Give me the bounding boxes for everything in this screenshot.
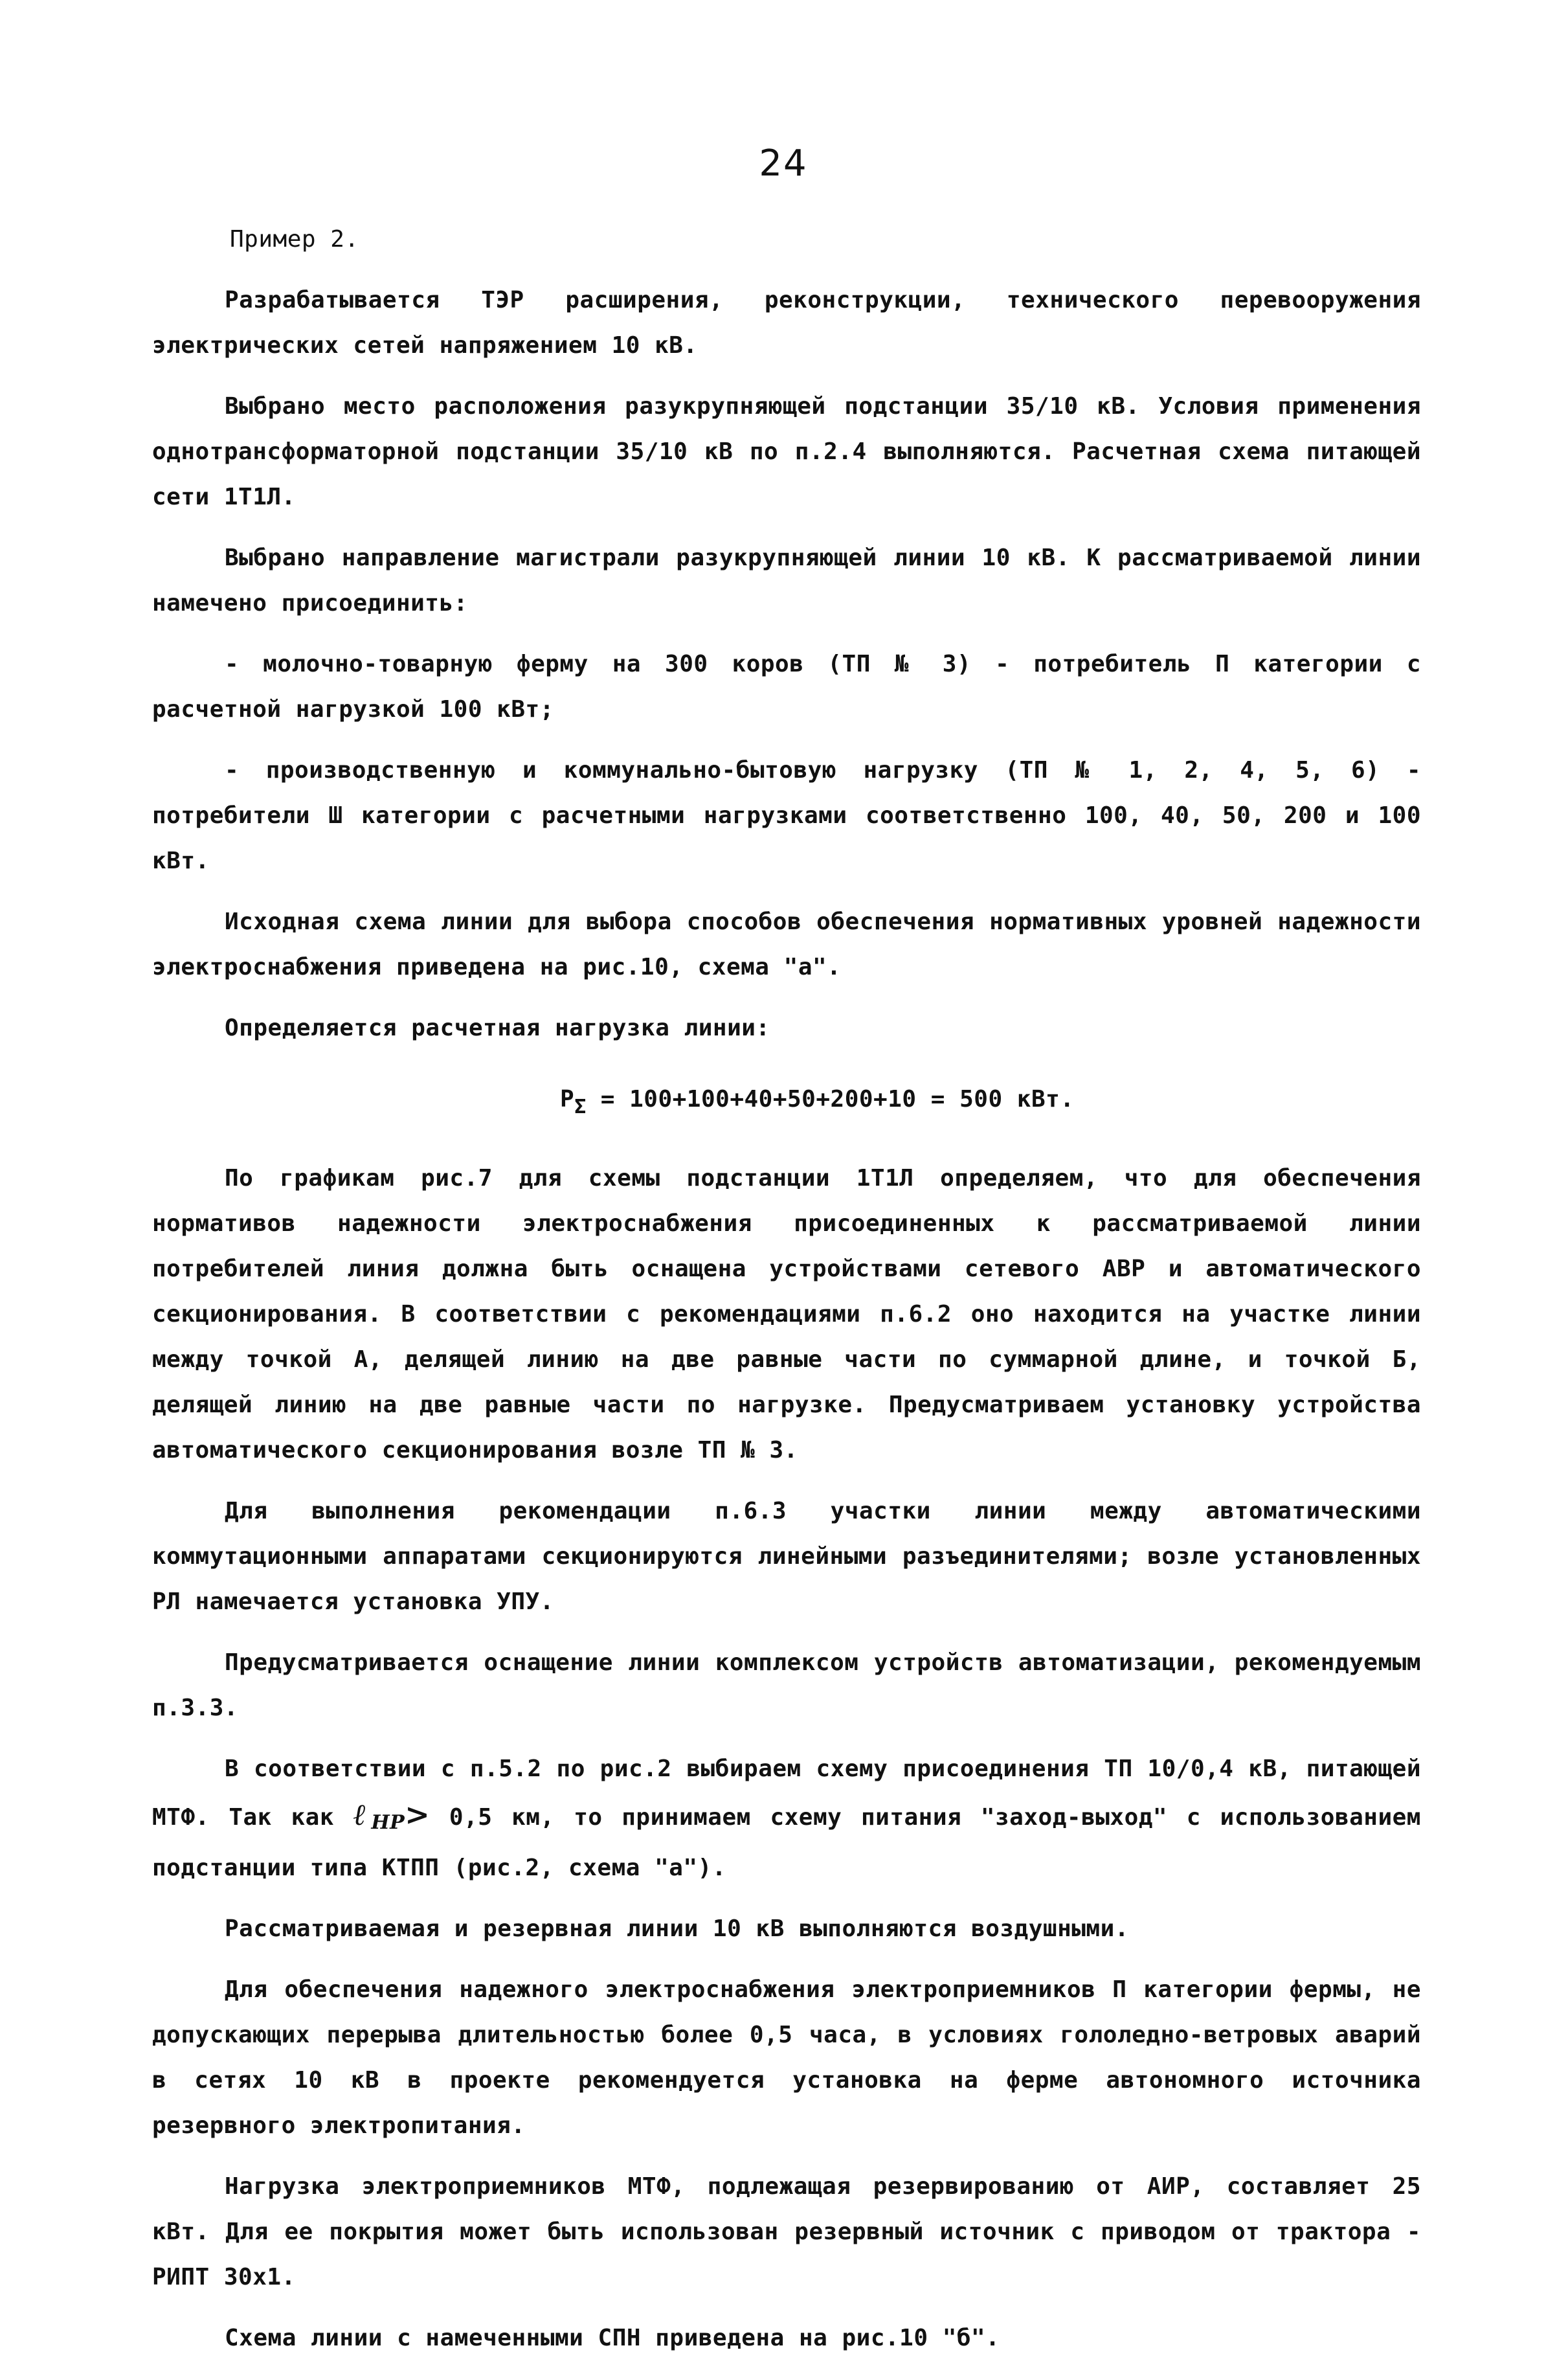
body-text xyxy=(152,217,1421,2361)
formula-expression: = 100+100+40+50+200+10 = 500 кВт. xyxy=(600,1086,1075,1113)
paragraph-4: - молочно-товарную ферму на 300 коров (ТП № 3) - потребитель П категории с расчетной нагрузкой 100 кВт; xyxy=(152,651,1421,723)
paragraph-11-before: В соответствии с п.5.2 по рис.2 выбираем схему присоединения ТП 10/0,4 кВ, питающей МТФ. Так как xyxy=(152,1756,1421,1831)
example-heading: Пример 2. xyxy=(230,226,359,253)
paragraph-7: Определяется расчетная нагрузка линии: xyxy=(225,1015,770,1041)
load-formula xyxy=(152,1077,1421,1130)
formula-subscript: Σ xyxy=(574,1096,587,1118)
paragraph-15: Схема линии с намеченными СПН приведена на рис.10 "б". xyxy=(225,2325,1000,2351)
paragraph-11-after: 0,5 км, то принимаем схему питания "заход-выход" с использованием подстанции типа КТПП (рис.2, схема "а"). xyxy=(152,1804,1421,1881)
paragraph-8: По графикам рис.7 для схемы подстанции 1Т1Л определяем, что для обеспечения нормативов надежности электроснабжения присоединенных к рассматриваемой линии потребителей линия должна быть оснащена устройствами сетевого АВР и автоматического секционирования. В соответствии с рекомендациями п.6.2 оно находится на участке линии между точкой А, делящей линию на две равные части по суммарной длине, и точкой Б, делящей линию на две равные части по нагрузке. Предусматриваем установку устройства автоматического секционирования возле ТП № 3. xyxy=(152,1165,1421,1463)
paragraph-5: - производственную и коммунально-бытовую нагрузку (ТП № 1, 2, 4, 5, 6) - потребители Ш категории с расчетными нагрузками соответственно 100, 40, 50, 200 и 100 кВт. xyxy=(152,757,1421,874)
paragraph-14: Нагрузка электроприемников МТФ, подлежащая резервированию от АИР, составляет 25 кВт. Для ее покрытия может быть использован резервный источник с приводом от трактора - РИПТ 30х1. xyxy=(152,2173,1421,2290)
paragraph-9: Для выполнения рекомендации п.6.3 участки линии между автоматическими коммутационными аппаратами секционируются линейными разъединителями; возле установленных РЛ намечается установка УПУ. xyxy=(152,1498,1421,1615)
paragraph-13: Для обеспечения надежного электроснабжения электроприемников П категории фермы, не допускающих перерыва длительностью более 0,5 часа, в условиях гололедно-ветровых аварий в сетях 10 кВ в проекте рекомендуется установка на ферме автономного источника резервного электропитания. xyxy=(152,1976,1421,2139)
formula-symbol: Р xyxy=(560,1086,575,1113)
paragraph-2: Выбрано место расположения разукрупняющей подстанции 35/10 кВ. Условия применения однотрансформаторной подстанции 35/10 кВ по п.2.4 выполняются. Расчетная схема питающей сети 1Т1Л. xyxy=(152,393,1421,510)
handwritten-length-symbol: ℓНР> xyxy=(353,1797,431,1834)
paragraph-1: Разрабатывается ТЭР расширения, реконструкции, технического перевооружения электрических сетей напряжением 10 кВ. xyxy=(152,287,1421,359)
paragraph-12: Рассматриваемая и резервная линии 10 кВ выполняются воздушными. xyxy=(225,1915,1129,1942)
paragraph-6: Исходная схема линии для выбора способов обеспечения нормативных уровней надежности электроснабжения приведена на рис.10, схема "а". xyxy=(152,909,1421,980)
paragraph-10: Предусматривается оснащение линии комплексом устройств автоматизации, рекомендуемым п.3.3. xyxy=(152,1649,1421,1721)
paragraph-11 xyxy=(152,1746,1421,1891)
paragraph-3: Выбрано направление магистрали разукрупняющей линии 10 кВ. К рассматриваемой линии намечено присоединить: xyxy=(152,545,1421,616)
page-number: 24 xyxy=(759,142,808,185)
